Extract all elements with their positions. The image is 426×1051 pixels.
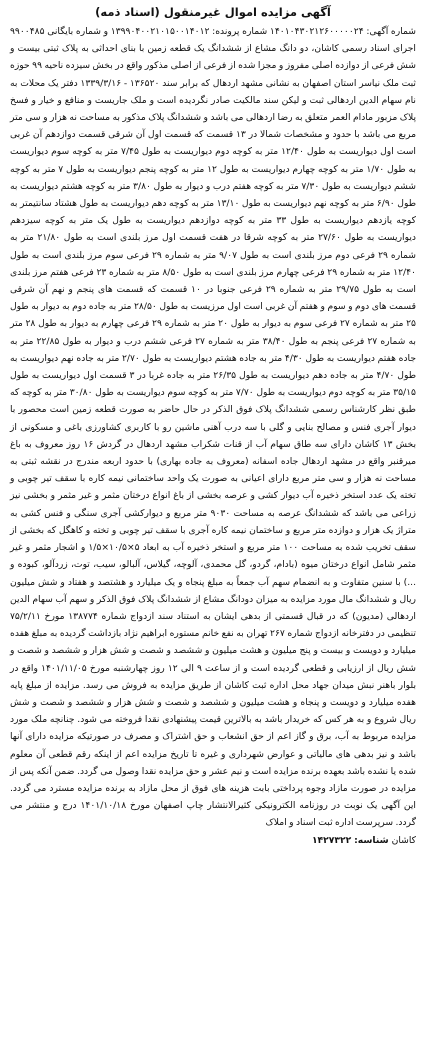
notice-id: ۱۴۲۷۳۲۲ <box>311 834 352 846</box>
footer-office: کاشان <box>391 834 416 846</box>
notice-body: شماره آگهی: ۱۴۰۱۰۴۳۰۲۱۲۶۰۰۰۰۰۲۴ شماره پرونده: ۱۳۹۹۰۴۰۰۲۱۰۱۵۰۰۱۴۰۱۲ و شماره بایگانی ۹۹۰۰۴۸۵ اجرای اسناد رسمی کاشان، دو دانگ مشاع از ششدانگ یک قطعه زمین با بنای احداثی به پلاک ثبتی بیست و شش فرعی از دوازده اصلی مفروز و مجزا شده از فرعی از اصلی مذکور واقع در بخش سیزده ناحیه ۹۹ حوزه ثبت ملک نیاسر استان اصفهان به نشانی مشهد اردهال که برابر سند ۱۳۶۵۲۰ - ۱۳۳۹/۳/۱۶ دفتر یک محلات به نام سهام الدین اردهالی ثبت و لیکن سند مالکیت صادر نگردیده است و ملک جاریست و منافع و خیار و فسخ پلاک مزبور مادام العمر متعلق به رضا اردهالی می باشد و ششدانگ پلاک مذکور به مساحت نه هزار و سی متر مربع می باشد با حدود و مشخصات شمالا در ۱۳ قسمت که قسمت اول آن شرقی قسمت دوازدهم آن غربی است اول دیواریست به طول ۱۲/۴۰ متر به کوچه دوم دیواریست به طول ۷/۴۵ متر به کوچه سوم دیواریست به طول ۱/۷۰ متر به کوچه چهارم دیواریست به طول ۱۲ متر به کوچه پنجم دیواریست به طول ۷ متر به کوچه ششم دیواریست به طول ۷/۳۰ متر به کوچه هفتم درب و دیوار به طول ۳/۸۰ متر به کوچه هشتم دیواریست به طول ۶/۹۰ متر به کوچه نهم دیواریست به طول ۱۳/۱۰ متر به کوچه دهم دیواریست به طول هشتاد سانتیمتر به کوچه یازدهم دیواریست به طول ۳۳ متر به کوچه دوازدهم دیواریست به طول یک متر به کوچه سیزدهم دیواریست به طول ۲۷/۶۰ متر به کوچه شرقا در هفت قسمت اول مرز بلندی است به طول ۲۱/۸۰ متر به شماره ۲۹ فرعی دوم مرز بلندی است به طول ۹/۰۷ متر به شماره ۲۹ فرعی سوم مرز بلندی است به طول ۱۲/۴۰ متر به شماره ۲۹ فرعی چهارم مرز بلندی است به طول ۸/۵۰ متر به شماره ۲۳ فرعی هفتم مرز بلندی است به طول ۲۹/۷۵ متر به شماره ۲۹ فرعی جنوبا در ۱۰ قسمت که قسمت های پنجم و نهم آن شرقی قسمت های دوم و سوم و هفتم آن غربی است اول مرزیست به طول ۲۸/۵۰ متر به جاده دوم به دیوار به طول ۲۵ متر به شماره ۲۷ فرعی سوم به دیوار به طول ۲۰ متر به شماره ۲۹ فرعی چهارم به دیوار به طول ۲۸ متر به شماره ۲۷ فرعی پنجم به طول ۳۸/۴۰ متر به شماره ۲۷ فرعی ششم درب و دیوار به طول ۲۲/۸۵ متر به جاده هفتم دیواریست به طول ۴/۳۰ متر به جاده هشتم دیواریست به طول ۲/۷۰ متر به جاده نهم دیواریست به طول ۴/۷۰ متر به جاده دهم دیواریست به طول ۲۶/۳۵ متر به جاده غربا در ۳ قسمت اول دیواریست به طول ۳۵/۱۵ متر به کوچه دوم دیواریست به طول ۷/۷۰ متر به کوچه سوم دیواریست به طول ۳۰/۸۰ متر به کوچه که طبق نظر کارشناس رسمی ششدانگ پلاک فوق الذکر در حال حاضر به صورت قطعه زمین است محصور با دیوار آجری فنس و مصالح بنایی و گلی با سه درب آهنی ماشین رو با کاربری کشاورزی باغی و مسکونی از بخش ۱۳ کاشان دارای سه طاق سهام آب از قنات شکراب مشهد اردهال در گردش ۱۶ روز معروف به باغ میرقنبر واقع در مشهد اردهال جاده اسفانه (معروف به جاده بهاری) با حدود اربعه مندرج در نقشه ثبتی به مساحت نه هزار و سی متر مربع دارای اعیانی به صورت یک واحد ساختمانی نیمه کاره با سقف تیر چوبی و تخته یک عدد استخر ذخیره آب دیوار کشی و عرصه بخشی از باغ انواع درختان مثمر و غیر مثمر و بخشی نیز زراعی می باشد که ششدانگ عرصه به مساحت ۹۰۳۰ متر مربع و دیوارکشی آجری سنگی و فنس کشی به متراژ یک هزار و دوازده متر مربع و ساختمان نیمه کاره آجری با سقف تیر چوبی و تخته و کاهگل که بخشی از سقف تخریب شده به مساحت ۱۰۰ متر مربع و استخر ذخیره آب به ابعاد ۵×۱۰/۵×۱/۵ و اشجار مثمر و غیر مثمر شامل انواع درختان میوه (بادام، گردو، گل محمدی، آلوچه، گیلاس، آلبالو، سیب، توت، زردآلو، کبوده و ...) با سنین متفاوت و به انضمام سهم آب جمعاً به مبلغ پنجاه و یک میلیارد و هشتصد و هفتاد و شش میلیون ریال و ششدانگ مال مورد مزایده به میزان دودانگ مشاع از ششدانگ پلاک فوق الذکر و سهم آب سهام الدین اردهالی (مدیون) که در قبال قسمتی از بدهی ایشان به استناد سند ازدواج شماره ۱۳۸۷۷۴ مورخ ۷۵/۲/۱۱ تنظیمی در دفترخانه ازدواج شماره ۲۶۷ تهران به نفع خانم مستوره ابراهیم نژاد بازداشت گردیده به مبلغ هفده میلیارد و دویست و بیست و پنج میلیون و هشت میلیون و ششصد و شصت و شش هزار و ششصد و شصت و شش ریال از ارزیابی و قطعی گردیده است و از ساعت ۹ الی ۱۲ روز چهارشنبه مورخ ۱۴۰۱/۱۱/۰۵ واقع در بلوار باهنر نبش میدان جهاد محل اداره ثبت کاشان از طریق مزایده به فروش می رسد. مزایده از مبلغ پایه هفده میلیارد و دویست و پنجاه و هشت میلیون و ششصد و شصت و شش هزار و ششصد و شصت و شش ریال شروع و به هر کس که خریدار باشد به بالاترین قیمت پیشنهادی نقدا فروخته می شود. چنانچه ملک مورد مزایده مربوط به آب، برق و گاز اعم از حق انشعاب و حق اشتراک و مصرف در صورتیکه مزایده دارای آنها باشد و نیز بدهی های مالیاتی و عوارض شهرداری و غیره تا تاریخ مزایده اعم از اینکه رقم قطعی آن معلوم شده یا نشده باشد بعهده برنده مزایده است و نیم عشر و حق مزایده نقدا وصول می گردد. ضمن آنکه پس از مزایده در صورت مازاد وجوه پرداختی بابت هزینه های فوق از محل مازاد به برنده مزایده مسترد می گردد. این آگهی یک نوبت در روزنامه الکترونیکی کثیرالانتشار چاپ اصفهان مورخ ۱۴۰۱/۱۰/۱۸ درج و منتشر می گردد. سرپرست اداره ثبت اسناد و املاک <box>10 26 417 829</box>
notice-footer <box>8 832 418 849</box>
footer-label: شناسه: <box>354 834 389 846</box>
notice-page <box>8 4 418 1044</box>
notice-title: آگهی مزایده اموال غیرمنقول (اسناد ذمه) <box>95 5 331 19</box>
